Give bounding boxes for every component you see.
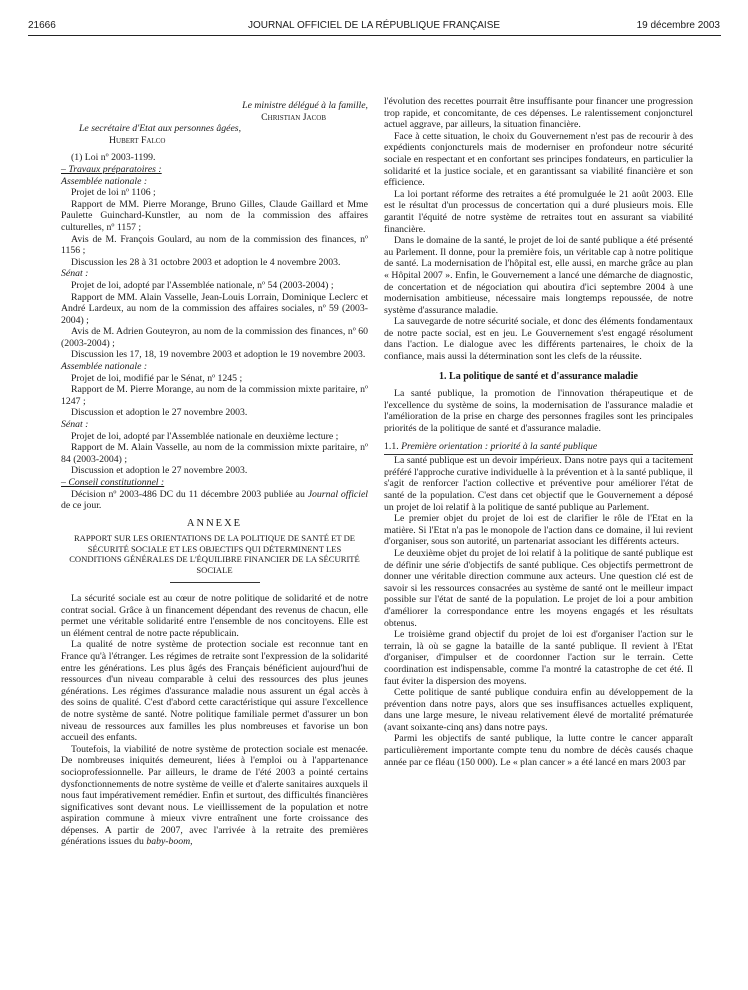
procedure-item: Rapport de M. Pierre Morange, au nom de la commission mixte paritaire, nº 1247 ; <box>61 384 368 407</box>
body-paragraph: Le deuxième objet du projet de loi relatif à la politique de santé publique est de définir une série d'objectifs de santé publique. Ces objectifs permettront de donner une véritable direction commune aux acteurs. Une question clé est de savoir si les ressources consacrées au système de santé ont le meilleur impact possible sur l'état de santé de la population. Le projet de loi a pour ambition d'améliorer la correspondance entre les moyens engagés et les résultats obtenus. <box>384 547 693 629</box>
procedure-item: Décision nº 2003-486 DC du 11 décembre 2003 publiée au Journal officiel de ce jour. <box>61 488 369 512</box>
signature-role: Le secrétaire d'Etat aux personnes âgées, <box>79 123 242 135</box>
left-column <box>61 100 368 848</box>
body-paragraph: La loi portant réforme des retraites a été promulguée le 21 août 2003. Elle est le résultat d'un processus de concertation qui a duré plusieurs mois. Elle garantit l'équité de notre système de retraites tout en assurant sa viabilité financière. <box>384 188 693 235</box>
body-paragraph: La santé publique est un devoir impérieux. Dans notre pays qui a tacitement préféré l'approche curative individuelle à la prévention et à la santé publique, il s'agit de renforcer l'action collective et préventive pour améliorer l'état de santé de la population. C'est dans cet objectif que le Gouvernement a déposé un projet de loi relatif à la politique de santé publique au Parlement. <box>384 455 693 513</box>
procedure-item: Projet de loi, modifié par le Sénat, nº 1245 ; <box>71 372 243 384</box>
body-paragraph: La qualité de notre système de protection sociale est reconnue tant en France qu'à l'étranger. Les régimes de retraite sont l'expression de la solidarité entre les générations. Les plus âgés des Français bénéficient aujourd'hui de ressources d'un niveau comparable à celui des ressources des plus jeunes générations. Les régimes d'assurance maladie nous assurent un égal accès à des soins de qualité. C'est d'abord cette caractéristique qui assure l'excellence de notre système de santé. Notre politique familiale permet d'assurer un bon niveau de ressources aux familles les plus nombreuses et favorise un bon accueil des enfants. <box>61 639 368 744</box>
body-paragraph: La sécurité sociale est au cœur de notre politique de solidarité et de notre contrat social. Grâce à un financement dépendant des revenus de chacun, elle permet une véritable solidarité entre l'ensemble de nos concitoyens. Elle est un élément central de notre pacte républicain. <box>61 593 368 639</box>
title-separator <box>170 582 260 583</box>
report-title: RAPPORT SUR LES ORIENTATIONS DE LA POLITIQUE DE SANTÉ ET DE SÉCURITÉ SOCIALE ET LES OBJECTIFS QUI DÉTERMINENT LES CONDITIONS GÉNÉRALES DE L'ÉQUILIBRE FINANCIER DE LA SÉCURITÉ SOCIALE <box>69 533 360 575</box>
page-number: 21666 <box>28 20 56 31</box>
section-label: – Conseil constitutionnel : <box>61 477 165 488</box>
procedure-item: Discussion et adoption le 27 novembre 2003. <box>71 465 248 477</box>
annexe-heading: ANNEXE <box>186 517 243 529</box>
body-paragraph: l'évolution des recettes pourrait être insuffisante pour financer une progression trop rapide, et concomitante, de ces dépenses. Le ralentissement conjoncturel actuel aggrave, par ailleurs, la situation financière. <box>384 96 693 131</box>
body-paragraph: Face à cette situation, le choix du Gouvernement n'est pas de recourir à des expédients conjoncturels mais de moderniser en profondeur notre sécurité sociale en respectant et en confortant ses principes fondateurs, en particulier la solidarité et la justice sociale, et en garantissant sa viabilité financière et son efficience. <box>384 130 693 189</box>
procedure-item: Discussion et adoption le 27 novembre 2003. <box>71 407 248 419</box>
body-paragraph: Parmi les objectifs de santé publique, la lutte contre le cancer apparaît particulièrement importante compte tenu du nombre de décès causés chaque année par ce fléau (150 000). Le « plan cancer » a été lancé en mars 2003 par <box>384 733 693 768</box>
body-paragraph: Le premier objet du projet de loi est de clarifier le rôle de l'Etat en la matière. Si l'Etat n'a pas le monopole de l'action dans ce domaine, il lui revient d'organiser, sous son autorité, un partenariat associant les différents acteurs. <box>384 513 693 548</box>
procedure-item: Avis de M. François Goulard, au nom de la commission des finances, nº 1156 ; <box>61 233 368 257</box>
body-paragraph: Dans le domaine de la santé, le projet de loi de santé publique a été présenté au Parlement. Il donne, pour la première fois, un véritable cap à notre politique de santé. La modernisation de l'hôpital est, elle aussi, en marche grâce au plan « Hôpital 2007 ». Enfin, le Gouvernement a lancé une démarche de diagnostic, de concertation et de négociation qui aboutira d'ici septembre 2004 à une modernisation ambitieuse, nécessaire mais longtemps repoussée, de notre système d'assurance maladie. <box>384 235 693 316</box>
body-paragraph: La santé publique, la promotion de l'innovation thérapeutique et de l'excellence du système de soins, la modernisation de l'assurance maladie et l'amélioration de la prise en charge des personnes fragiles sont les principales priorités de la politique de santé et d'assurance maladie. <box>384 388 693 435</box>
chamber-label: Sénat : <box>61 268 89 280</box>
chamber-label: Assemblée nationale : <box>61 175 148 187</box>
right-column <box>384 96 693 768</box>
procedure-item: Avis de M. Adrien Gouteyron, au nom de la commission des finances, nº 60 (2003-2004) ; <box>61 326 368 349</box>
body-paragraph: Toutefois, la viabilité de notre système de protection sociale est menacée. De nombreuses iniquités demeurent, liées à l'emploi ou à l'appartenance socioprofessionnelle. Par ailleurs, le drame de l'été 2003 a pointé certains dysfonctionnements de notre système de veille et d'alerte sanitaires auxquels il nous faut impérativement remédier. Enfin et surtout, des difficultés financières significatives sont devant nous. Le vieillissement de la population et notre aspiration commune à mieux vivre entraînent une forte croissance des dépenses. A partir de 2007, avec l'arrivée à la retraite des premières générations issues du baby-boom, <box>61 743 368 848</box>
signature-name: Hubert Falco <box>109 134 166 146</box>
page-header <box>0 0 748 50</box>
chamber-label: Assemblée nationale : <box>61 361 148 373</box>
procedure-item: Projet de loi nº 1106 ; <box>71 187 156 199</box>
subsection-heading: 1.1. Première orientation : priorité à la santé publique <box>384 440 598 452</box>
procedure-item: Rapport de MM. Alain Vasselle, Jean-Louis Lorrain, Dominique Leclerc et André Lardeux, au nom de la commission des affaires sociales, nº 59 (2003-2004) ; <box>61 291 368 326</box>
procedure-item: Discussion les 17, 18, 19 novembre 2003 et adoption le 19 novembre 2003. <box>71 349 366 361</box>
procedure-item: Rapport de MM. Pierre Morange, Bruno Gilles, Claude Gaillard et Mme Paulette Guinchard-Kunstler, au nom de la commission des affaires culturelles, nº 1157 ; <box>61 198 368 233</box>
body-paragraph: La sauvegarde de notre sécurité sociale, et donc des éléments fondamentaux de notre pacte social, est en jeu. Le Gouvernement s'est engagé résolument dans l'action. Le dialogue avec les différents partenaires, le choix de la confiance, mais aussi la détermination sont les clefs de la réussite. <box>384 316 693 363</box>
signature-name: Christian Jacob <box>261 111 326 123</box>
body-paragraph: Cette politique de santé publique conduira enfin au développement de la prévention dans notre pays, alors que ses insuffisances actuelles expliquent, dans une large mesure, le niveau relativement élevé de mortalité prématurée (avant soixante-cinq ans) dans notre pays. <box>384 687 693 733</box>
footnote: (1) Loi nº 2003-1199. <box>71 152 156 164</box>
procedure-item: Projet de loi, adopté par l'Assemblée nationale en deuxième lecture ; <box>71 430 339 442</box>
procedure-item: Projet de loi, adopté par l'Assemblée nationale, nº 54 (2003-2004) ; <box>71 279 334 291</box>
signature-role: Le ministre délégué à la famille, <box>242 100 368 111</box>
procedure-item: Discussion les 28 à 31 octobre 2003 et adoption le 4 novembre 2003. <box>71 256 341 268</box>
chamber-label: Sénat : <box>61 419 89 431</box>
publication-date: 19 décembre 2003 <box>636 20 720 31</box>
body-paragraph: Le troisième grand objectif du projet de loi est d'organiser l'action sur le terrain, là où se gagne la bataille de la santé publique. Il revient à l'Etat d'organiser, d'impulser et de coordonner l'action sur le terrain. Cette coordination est indispensable, comme l'a montré la catastrophe de cet été. Il faut éviter la dispersion des moyens. <box>384 629 693 687</box>
header-rule <box>28 35 721 36</box>
section-heading: 1. La politique de santé et d'assurance maladie <box>439 370 638 382</box>
procedure-item: Rapport de M. Alain Vasselle, au nom de la commission mixte paritaire, nº 84 (2003-2004) ; <box>61 442 368 465</box>
journal-title: JOURNAL OFFICIEL DE LA RÉPUBLIQUE FRANÇAISE <box>247 20 501 31</box>
section-label: – Travaux préparatoires : <box>61 163 162 175</box>
